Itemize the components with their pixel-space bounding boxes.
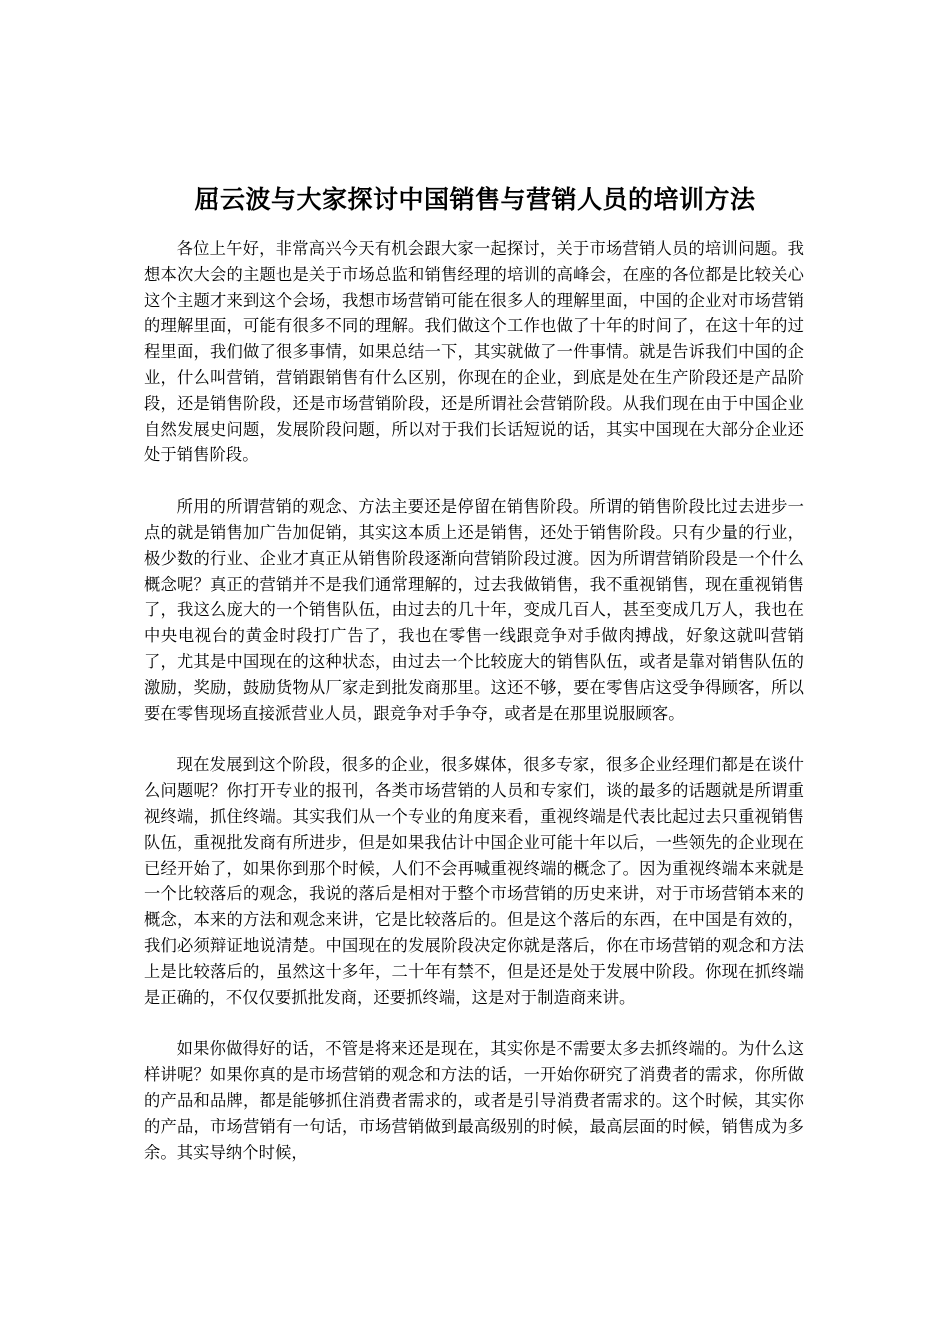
paragraph-2: 所用的所谓营销的观念、方法主要还是停留在销售阶段。所谓的销售阶段比过去进步一点的就是销售加广告加促销，其实这本质上还是销售，还处于销售阶段。只有少量的行业，极少数的行业、企业才真正从销售阶段逐渐向营销阶段过渡。因为所谓营销阶段是一个什么概念呢？真正的营销并不是我们通常理解的，过去我做销售，我不重视销售，现在重视销售了，我这么庞大的一个销售队伍，由过去的几十年，变成几百人，甚至变成几万人，我也在中央电视台的黄金时段打广告了，我也在零售一线跟竞争对手做肉搏战，好象这就叫营销了，尤其是中国现在的这种状态，由过去一个比较庞大的销售队伍，或者是靠对销售队伍的激励，奖励，鼓励货物从厂家走到批发商那里。这还不够，要在零售店这受争得顾客，所以要在零售现场直接派营业人员，跟竞争对手争夺，或者是在那里说服顾客。 (144, 497, 804, 723)
paragraph-1: 各位上午好，非常高兴今天有机会跟大家一起探讨，关于市场营销人员的培训问题。我想本次大会的主题也是关于市场总监和销售经理的培训的高峰会，在座的各位都是比较关心这个主题才来到这个会场，我想市场营销可能在很多人的理解里面，中国的企业对市场营销的理解里面，可能有很多不同的理解。我们做这个工作也做了十年的时间了，在这十年的过程里面，我们做了很多事情，如果总结一下，其实就做了一件事情。就是告诉我们中国的企业，什么叫营销，营销跟销售有什么区别，你现在的企业，到底是处在生产阶段还是产品阶段，还是销售阶段，还是市场营销阶段，还是所谓社会营销阶段。从我们现在由于中国企业自然发展史问题，发展阶段问题，所以对于我们长话短说的话，其实中国现在大部分企业还处于销售阶段。 (144, 239, 804, 465)
document-title: 屈云波与大家探讨中国销售与营销人员的培训方法 (194, 185, 756, 214)
document-body (144, 236, 804, 1191)
paragraph-3: 现在发展到这个阶段，很多的企业，很多媒体，很多专家，很多企业经理们都是在谈什么问题呢？你打开专业的报刊，各类市场营销的人员和专家们，谈的最多的话题就是所谓重视终端，抓住终端。其实我们从一个专业的角度来看，重视终端是代表比起过去只重视销售队伍，重视批发商有所进步，但是如果我估计中国企业可能十年以后，一些领先的企业现在已经开始了，如果你到那个时候，人们不会再喊重视终端的概念了。因为重视终端本来就是一个比较落后的观念，我说的落后是相对于整个市场营销的历史来讲，对于市场营销本来的概念，本来的方法和观念来讲，它是比较落后的。但是这个落后的东西，在中国是有效的，我们必须辩证地说清楚。中国现在的发展阶段决定你就是落后，你在市场营销的观念和方法上是比较落后的，虽然这十多年，二十年有禁不，但是还是处于发展中阶段。你现在抓终端是正确的，不仅仅要抓批发商，还要抓终端，这是对于制造商来讲。 (144, 755, 804, 1007)
paragraph-4: 如果你做得好的话，不管是将来还是现在，其实你是不需要太多去抓终端的。为什么这样讲呢？如果你真的是市场营销的观念和方法的话，一开始你研究了消费者的需求，你所做的产品和品牌，都是能够抓住消费者需求的，或者是引导消费者需求的。这个时候，其实你的产品，市场营销有一句话，市场营销做到最高级别的时候，最高层面的时候，销售成为多余。其实导纳个时候， (144, 1039, 804, 1162)
